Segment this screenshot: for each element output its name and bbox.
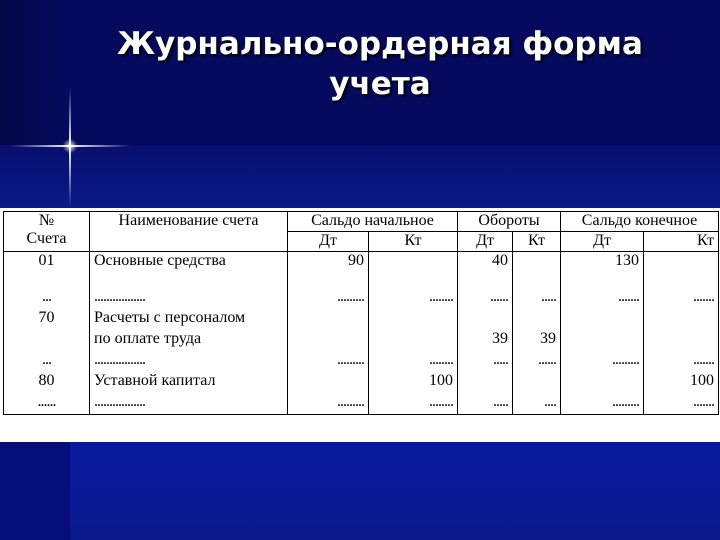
cell-closing-kt: 100 [644,372,719,393]
background-lower-band [0,442,720,540]
cell-turnover-dt: ..... [458,351,513,372]
cell-closing-dt: ......... [561,351,644,372]
title-line-2: учета [329,66,431,102]
title-line-1: Журнально-ордерная форма [117,26,643,62]
background-lower-left [0,442,70,540]
header-num-label: Счета [26,230,67,247]
cell-turnover-dt [458,372,513,393]
cell-closing-dt: 130 [561,252,644,288]
cell-account-name: Расчеты с персоналом [90,309,288,330]
header-turnover-kt: Кт [513,232,561,252]
header-num-symbol: № [38,212,55,229]
header-opening-dt: Дт [288,232,369,252]
cell-account-name: ................. [90,351,288,372]
header-closing-dt: Дт [561,232,644,252]
cell-account-number: 80 [4,372,90,393]
cell-turnover-dt [458,309,513,330]
cell-opening-dt: ......... [288,393,369,415]
cell-turnover-kt: ...... [513,351,561,372]
cell-account-number: 70 [4,309,90,330]
table-row [4,288,719,309]
table-row [4,372,719,393]
cell-opening-kt: ........ [369,351,458,372]
cell-opening-kt [369,252,458,288]
header-opening-kt: Кт [369,232,458,252]
header-opening-balance: Сальдо начальное [288,212,458,232]
cell-opening-dt [288,309,369,330]
cell-closing-dt [561,309,644,330]
cell-opening-kt [369,309,458,330]
cell-turnover-kt [513,372,561,393]
cell-turnover-dt: 40 [458,252,513,288]
cell-closing-kt: ....... [644,351,719,372]
cell-closing-kt: ....... [644,393,719,415]
cell-opening-dt: ......... [288,288,369,309]
sparkle-icon [62,139,78,153]
header-closing-kt: Кт [644,232,719,252]
cell-closing-kt [644,330,719,351]
cell-closing-dt [561,372,644,393]
cell-closing-kt [644,252,719,288]
cell-opening-kt: ........ [369,288,458,309]
cell-opening-kt [369,330,458,351]
cell-turnover-dt: ...... [458,288,513,309]
cell-account-name: ................. [90,288,288,309]
cell-account-name: по оплате труда [90,330,288,351]
cell-closing-kt [644,309,719,330]
cell-account-name: Основные средства [90,252,288,288]
table-row [4,351,719,372]
table-row [4,330,719,351]
header-turnover: Обороты [458,212,561,232]
cell-account-name: ................. [90,393,288,415]
cell-turnover-kt [513,309,561,330]
cell-account-name: Уставной капитал [90,372,288,393]
cell-opening-kt: 100 [369,372,458,393]
table-row [4,393,719,415]
journal-order-table [3,211,719,415]
cell-turnover-dt: ..... [458,393,513,415]
header-turnover-dt: Дт [458,232,513,252]
cell-account-number: ... [4,288,90,309]
cell-account-number: ...... [4,393,90,415]
journal-table-panel [0,208,720,442]
cell-opening-dt [288,372,369,393]
cell-opening-dt [288,330,369,351]
cell-closing-dt: ....... [561,288,644,309]
cell-closing-kt: ....... [644,288,719,309]
cell-opening-kt: ........ [369,393,458,415]
cell-turnover-kt: .... [513,393,561,415]
header-closing-balance: Сальдо конечное [561,212,719,232]
cell-turnover-dt: 39 [458,330,513,351]
slide-title [100,24,660,104]
header-account-number [4,212,90,252]
cell-account-number: ... [4,351,90,372]
cell-account-number [4,330,90,351]
cell-closing-dt: ......... [561,393,644,415]
cell-turnover-kt: 39 [513,330,561,351]
table-row [4,309,719,330]
cell-turnover-kt [513,252,561,288]
header-account-name: Наименование счета [90,212,288,252]
cell-account-number: 01 [4,252,90,288]
table-row [4,252,719,288]
cell-opening-dt: 90 [288,252,369,288]
cell-opening-dt: ......... [288,351,369,372]
cell-turnover-kt: ..... [513,288,561,309]
background-middle-band [0,145,720,210]
cell-closing-dt [561,330,644,351]
